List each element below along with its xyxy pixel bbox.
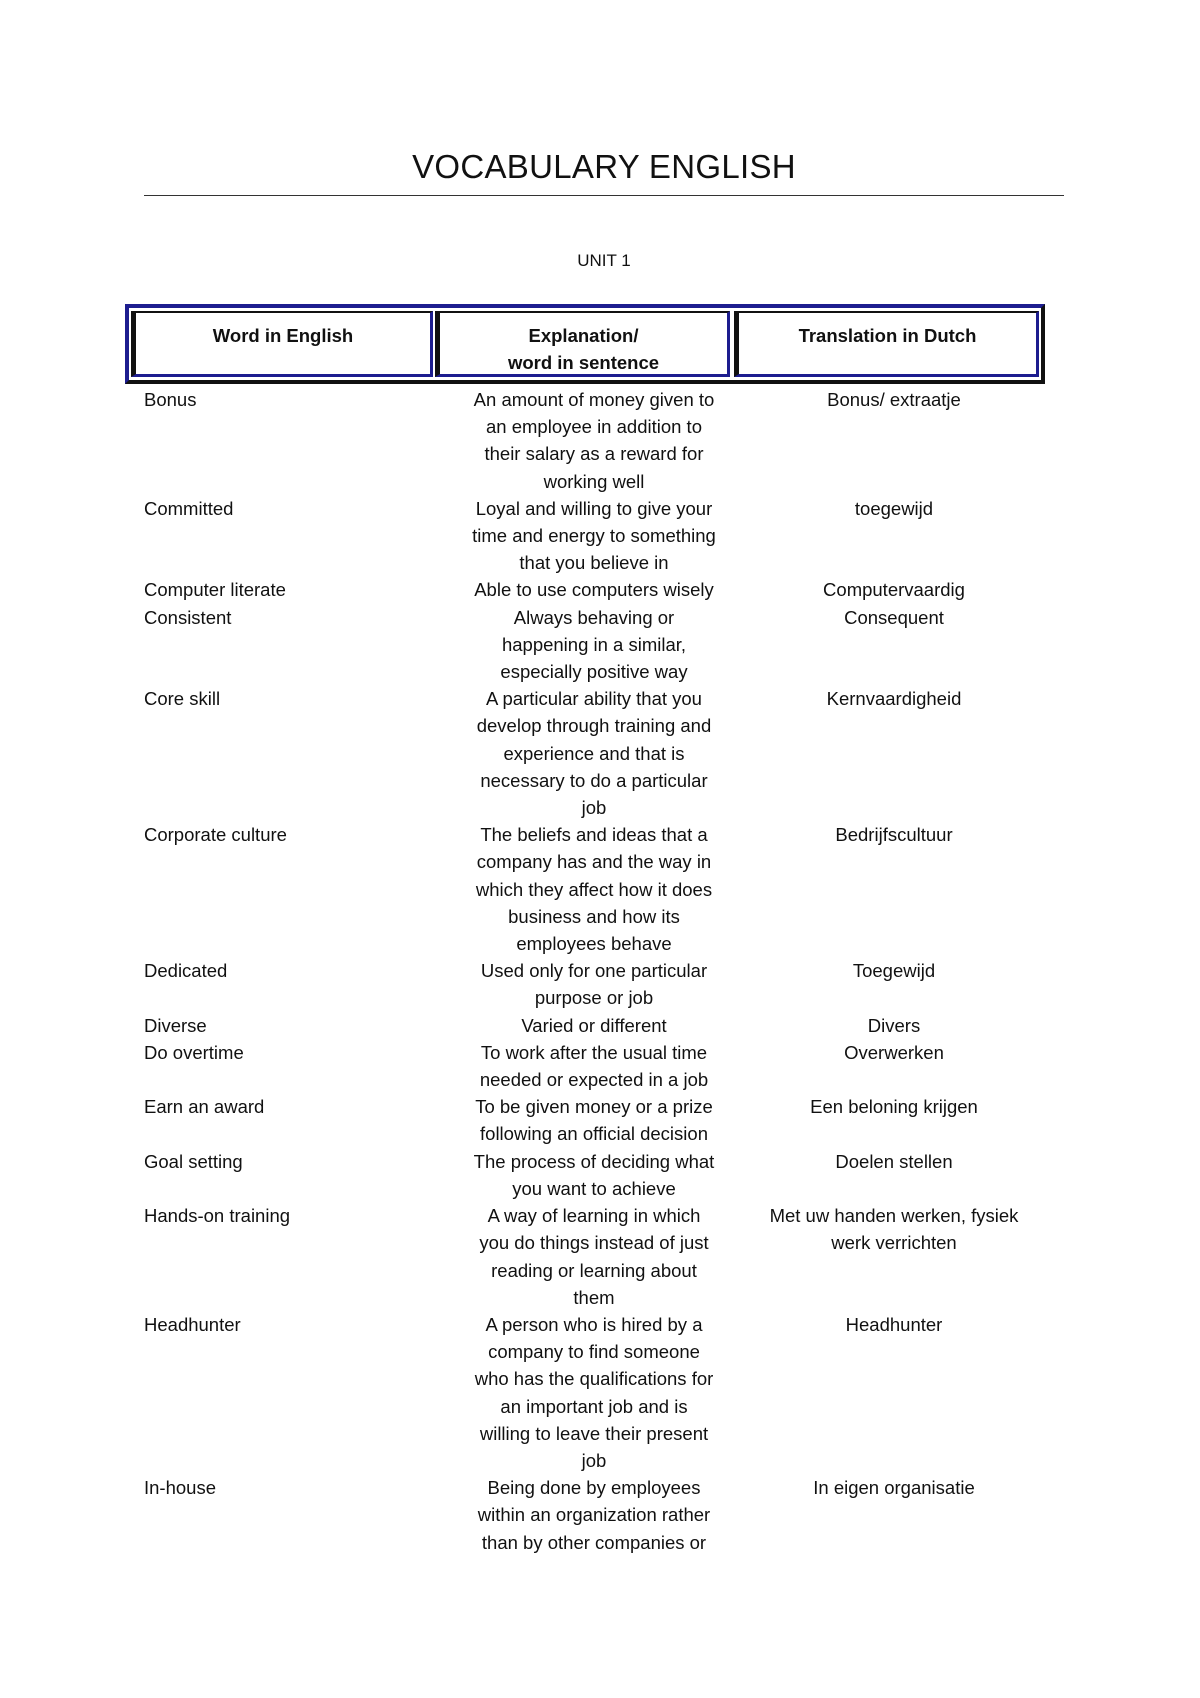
- explanation-line: To be given money or a prize: [475, 1096, 713, 1118]
- explanation-line: reading or learning about: [491, 1259, 697, 1281]
- header-explanation-line2: word in sentence: [507, 352, 660, 373]
- explanation-line: time and energy to something: [472, 525, 716, 547]
- explanation-cell: [444, 821, 744, 957]
- explanation-line: you want to achieve: [512, 1177, 676, 1199]
- dutch-translation-line: Computervaardig: [823, 579, 965, 601]
- explanation-line: Always behaving or: [513, 606, 675, 628]
- translation-in-dutch-cell: [744, 821, 1044, 957]
- word-in-english-cell: Bonus: [144, 389, 197, 410]
- explanation-line: purpose or job: [534, 987, 654, 1009]
- explanation-line: experience and that is: [503, 742, 685, 764]
- explanation-cell: [444, 1311, 744, 1474]
- translation-in-dutch-cell: [744, 1474, 1044, 1556]
- explanation-cell: [444, 1093, 744, 1147]
- translation-in-dutch-cell: [744, 1012, 1044, 1039]
- explanation-line: you do things instead of just: [479, 1232, 709, 1254]
- explanation-cell: [444, 576, 744, 603]
- word-in-english-cell: Goal setting: [144, 1150, 243, 1172]
- table-row: [144, 1012, 1044, 1039]
- translation-in-dutch-cell: [744, 1202, 1044, 1311]
- explanation-line: who has the qualifications for: [474, 1368, 714, 1390]
- word-in-english-cell: Core skill: [144, 688, 221, 710]
- header-word-in-english: [131, 311, 433, 377]
- dutch-translation-line: Headhunter: [845, 1313, 943, 1335]
- table-row: [144, 1039, 1044, 1093]
- table-row: [144, 1093, 1044, 1147]
- explanation-cell: [444, 1474, 744, 1556]
- explanation-cell: [444, 1039, 744, 1093]
- translation-in-dutch-cell: [744, 685, 1044, 821]
- explanation-line: A person who is hired by a: [485, 1313, 703, 1335]
- dutch-translation-line: Toegewijd: [852, 960, 936, 982]
- word-in-english-cell: Headhunter: [144, 1313, 241, 1335]
- explanation-line: The process of deciding what: [473, 1150, 715, 1172]
- table-row: [144, 685, 1044, 821]
- word-in-english-cell: In-house: [144, 1477, 216, 1499]
- explanation-line: that you believe in: [519, 552, 669, 574]
- table-row: [144, 1474, 1044, 1556]
- explanation-line: company has and the way in: [476, 851, 712, 873]
- explanation-line: especially positive way: [500, 661, 688, 683]
- explanation-line: job: [581, 797, 607, 819]
- word-in-english-cell: Consistent: [144, 606, 232, 628]
- explanation-line: willing to leave their present: [479, 1422, 709, 1444]
- table-row: [144, 495, 1044, 577]
- word-in-english-cell: Do overtime: [144, 1041, 244, 1063]
- translation-in-dutch-cell: [744, 386, 1044, 495]
- unit-heading: UNIT 1: [577, 251, 631, 270]
- header-explanation-line1: Explanation/: [528, 325, 639, 346]
- dutch-translation-line: Overwerken: [844, 1041, 944, 1063]
- dutch-translation-line: Bonus/ extraatje: [827, 389, 961, 410]
- explanation-line: necessary to do a particular: [480, 769, 708, 791]
- explanation-cell: [444, 1012, 744, 1039]
- translation-in-dutch-cell: [744, 1148, 1044, 1202]
- document-title: VOCABULARY ENGLISH: [412, 148, 796, 185]
- dutch-translation-line: werk verrichten: [831, 1232, 957, 1254]
- dutch-translation-line: toegewijd: [854, 497, 934, 519]
- dutch-translation-line: Consequent: [844, 606, 944, 628]
- dutch-translation-line: In eigen organisatie: [813, 1477, 975, 1499]
- explanation-line: within an organization rather: [477, 1504, 711, 1526]
- explanation-line: which they affect how it does: [475, 878, 713, 900]
- explanation-line: A way of learning in which: [487, 1205, 701, 1227]
- explanation-line: their salary as a reward for: [484, 443, 704, 465]
- word-in-english-cell: Corporate culture: [144, 824, 287, 846]
- explanation-cell: [444, 604, 744, 686]
- explanation-line: needed or expected in a job: [479, 1069, 709, 1091]
- dutch-translation-line: Kernvaardigheid: [826, 688, 962, 710]
- explanation-line: employees behave: [516, 933, 672, 955]
- explanation-line: Varied or different: [521, 1014, 667, 1036]
- header-explanation: [435, 311, 730, 377]
- explanation-line: working well: [543, 470, 645, 492]
- explanation-line: business and how its: [508, 905, 680, 927]
- explanation-line: Loyal and willing to give your: [475, 497, 713, 519]
- vocabulary-table-body: [144, 386, 1044, 1556]
- table-row: [144, 1202, 1044, 1311]
- header-dutch-label: Translation in Dutch: [798, 325, 977, 346]
- word-in-english-cell: Computer literate: [144, 579, 286, 601]
- dutch-translation-line: Met uw handen werken, fysiek: [769, 1205, 1019, 1227]
- explanation-cell: [444, 957, 744, 1011]
- explanation-line: job: [581, 1449, 607, 1471]
- explanation-line: A particular ability that you: [486, 688, 702, 710]
- dutch-translation-line: Bedrijfscultuur: [835, 824, 953, 846]
- explanation-line: them: [573, 1286, 615, 1308]
- explanation-line: Used only for one particular: [480, 960, 708, 982]
- table-row: [144, 386, 1044, 495]
- table-row: [144, 1311, 1044, 1474]
- explanation-line: develop through training and: [476, 715, 712, 737]
- translation-in-dutch-cell: [744, 495, 1044, 577]
- title-divider: [144, 195, 1064, 196]
- translation-in-dutch-cell: [744, 957, 1044, 1011]
- explanation-line: than by other companies or: [481, 1531, 707, 1553]
- header-translation-in-dutch: [734, 311, 1039, 377]
- explanation-line: Able to use computers wisely: [474, 579, 714, 601]
- translation-in-dutch-cell: [744, 1311, 1044, 1474]
- explanation-line: The beliefs and ideas that a: [480, 824, 708, 846]
- explanation-cell: [444, 495, 744, 577]
- translation-in-dutch-cell: [744, 576, 1044, 603]
- word-in-english-cell: Hands-on training: [144, 1205, 291, 1227]
- dutch-translation-line: Divers: [867, 1014, 921, 1036]
- table-row: [144, 604, 1044, 686]
- table-row: [144, 1148, 1044, 1202]
- word-in-english-cell: Earn an award: [144, 1096, 265, 1118]
- word-in-english-cell: Diverse: [144, 1014, 207, 1036]
- explanation-line: an employee in addition to: [486, 416, 702, 438]
- explanation-line: happening in a similar,: [501, 633, 687, 655]
- table-row: [144, 576, 1044, 603]
- word-in-english-cell: Committed: [144, 497, 234, 519]
- explanation-cell: [444, 685, 744, 821]
- explanation-line: Being done by employees: [487, 1477, 701, 1499]
- translation-in-dutch-cell: [744, 604, 1044, 686]
- table-row: [144, 821, 1044, 957]
- header-word-label: Word in English: [212, 325, 354, 346]
- explanation-line: following an official decision: [480, 1123, 708, 1145]
- word-in-english-cell: Dedicated: [144, 960, 228, 982]
- explanation-line: An amount of money given to: [473, 389, 715, 410]
- explanation-line: company to find someone: [488, 1341, 700, 1363]
- dutch-translation-line: Een beloning krijgen: [810, 1096, 978, 1118]
- explanation-line: To work after the usual time: [480, 1041, 708, 1063]
- explanation-line: an important job and is: [500, 1395, 688, 1417]
- dutch-translation-line: Doelen stellen: [835, 1150, 953, 1172]
- translation-in-dutch-cell: [744, 1093, 1044, 1147]
- explanation-cell: [444, 1202, 744, 1311]
- explanation-cell: [444, 1148, 744, 1202]
- table-row: [144, 957, 1044, 1011]
- translation-in-dutch-cell: [744, 1039, 1044, 1093]
- explanation-cell: [444, 386, 744, 495]
